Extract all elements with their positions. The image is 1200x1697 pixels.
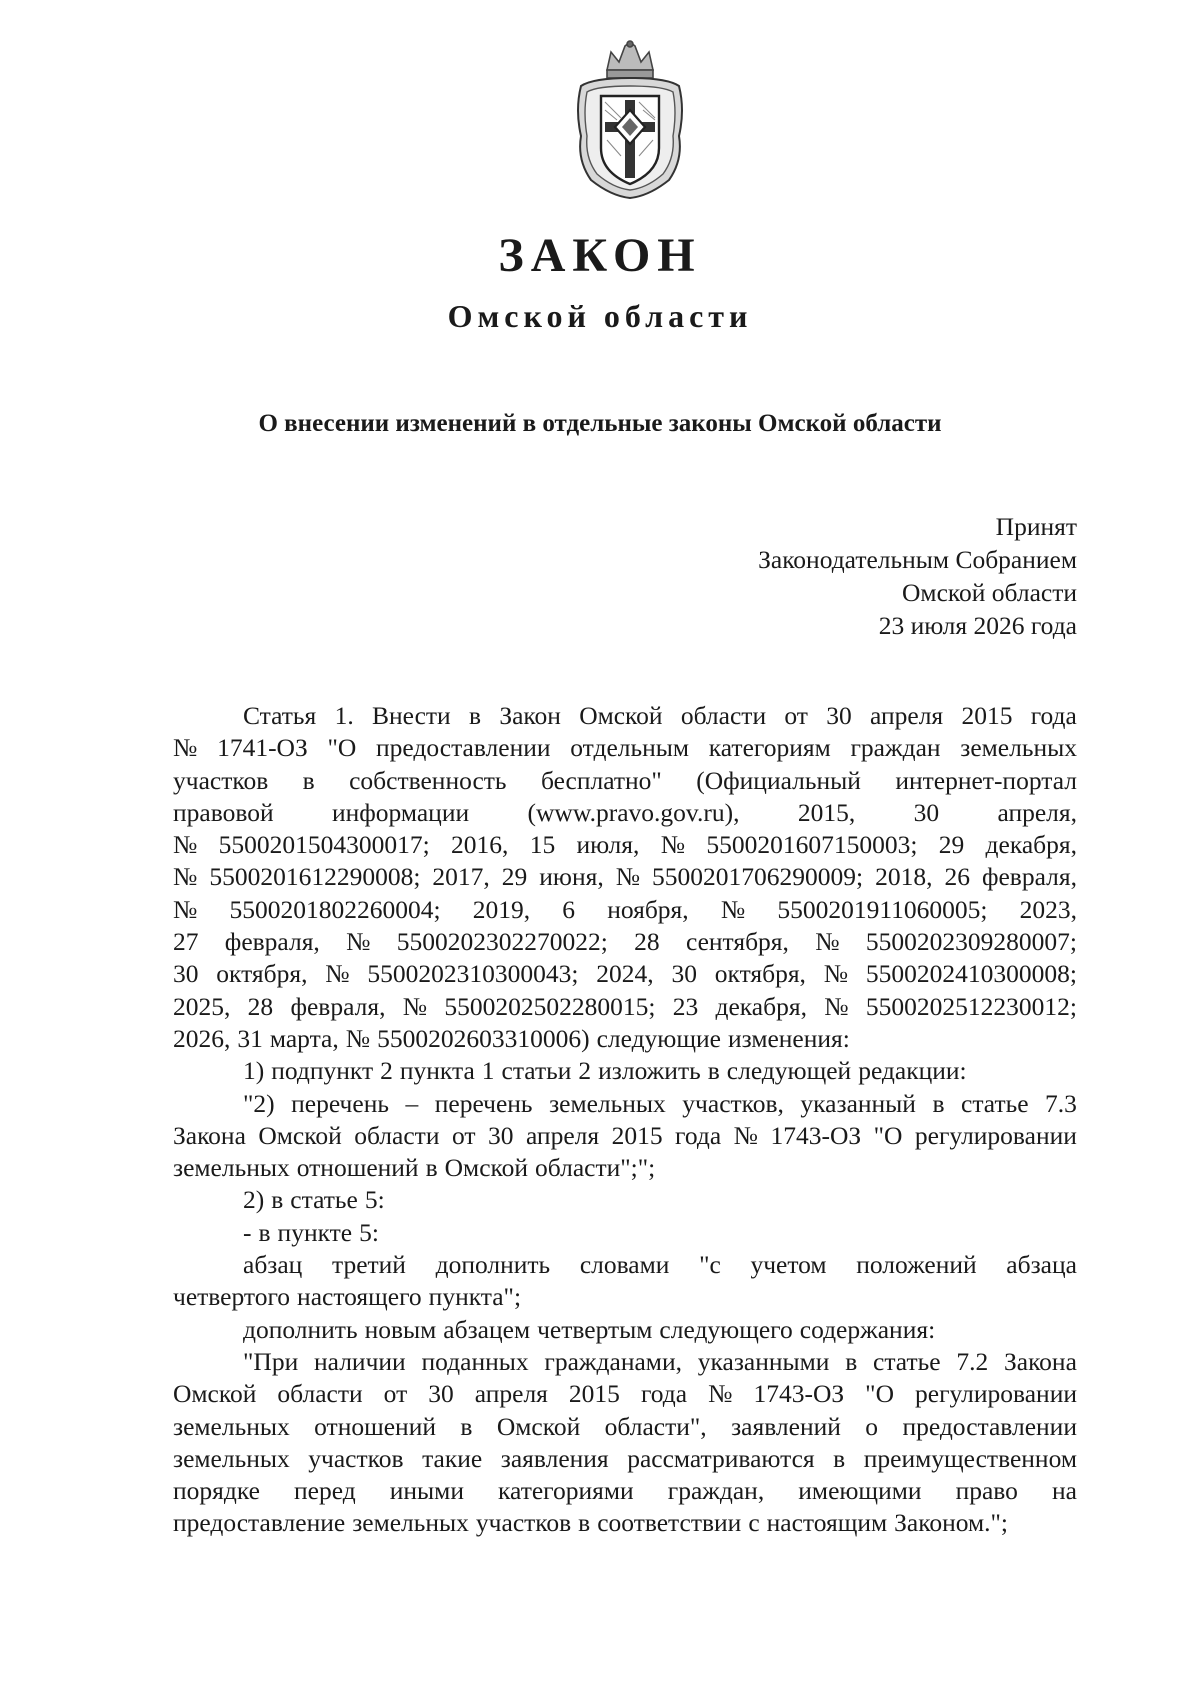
body-word: дополнить bbox=[435, 1250, 551, 1280]
body-word: в bbox=[578, 1508, 591, 1538]
body-word: следующей bbox=[726, 1056, 852, 1086]
body-text-line bbox=[173, 1249, 1077, 1281]
body-word: в bbox=[460, 1411, 473, 1441]
body-text-line bbox=[173, 765, 1077, 797]
body-word: заявлений bbox=[731, 1411, 841, 1441]
body-word: 2017, bbox=[432, 862, 490, 892]
body-word: июня, bbox=[539, 862, 604, 892]
body-word: граждан bbox=[850, 733, 941, 763]
body-word: 2025, bbox=[173, 991, 231, 1021]
body-word: 5500201706290009; bbox=[652, 862, 864, 892]
body-word: следующего bbox=[659, 1314, 793, 1344]
body-word: участков bbox=[173, 765, 269, 795]
body-word: 7.3 bbox=[1045, 1088, 1077, 1118]
body-text-line bbox=[173, 1346, 1077, 1378]
body-word: апреля, bbox=[997, 797, 1077, 827]
body-word: участков bbox=[475, 1508, 572, 1538]
law-body bbox=[173, 700, 1077, 1540]
adoption-block bbox=[758, 510, 1077, 642]
body-word: Омской bbox=[258, 1120, 342, 1150]
body-text-line bbox=[173, 732, 1077, 764]
body-text-line bbox=[173, 1217, 1077, 1249]
body-word: 28 bbox=[634, 927, 660, 957]
body-word: информации bbox=[331, 797, 470, 827]
body-word: Статья bbox=[243, 701, 317, 730]
body-word: 5500202310300043; bbox=[367, 959, 579, 989]
adoption-date: 23 июля 2026 года bbox=[878, 611, 1077, 640]
body-word: иными bbox=[389, 1476, 464, 1506]
body-word: статье bbox=[961, 1088, 1029, 1118]
body-word: 5500202410300008; bbox=[865, 959, 1077, 989]
body-word: Внести bbox=[371, 701, 451, 730]
body-word: области bbox=[277, 1379, 363, 1409]
body-text-line bbox=[173, 1378, 1077, 1410]
body-word: абзацем bbox=[443, 1314, 531, 1344]
body-text-line bbox=[173, 1184, 1077, 1216]
body-word: следующие bbox=[596, 1023, 721, 1053]
body-word: 2015 bbox=[961, 701, 1013, 730]
body-text-line bbox=[173, 829, 1077, 861]
body-word: 30 bbox=[671, 959, 697, 989]
body-word: поданных bbox=[421, 1346, 529, 1376]
adoption-line: Законодательным Собранием bbox=[758, 545, 1077, 574]
body-word: Омской bbox=[496, 1411, 581, 1441]
body-word: 28 bbox=[247, 991, 274, 1021]
body-word: области bbox=[680, 701, 767, 730]
body-word: 5500202512230012; bbox=[865, 991, 1077, 1021]
body-word: абзац bbox=[243, 1250, 303, 1280]
body-word: 2024, bbox=[596, 959, 654, 989]
body-word: № bbox=[733, 1120, 758, 1150]
body-word: в bbox=[833, 1443, 846, 1473]
body-text-line bbox=[173, 1120, 1077, 1152]
body-word: 30 bbox=[173, 959, 199, 989]
body-word: сентября, bbox=[685, 927, 789, 957]
body-text-line bbox=[173, 1475, 1077, 1507]
body-word: года bbox=[640, 1379, 688, 1409]
body-word: отношений bbox=[314, 1411, 436, 1441]
body-word: 7.2 bbox=[956, 1346, 989, 1376]
body-word: предоставлении bbox=[902, 1411, 1077, 1441]
body-word: (www.pravo.gov.ru), bbox=[527, 797, 740, 827]
body-word: № bbox=[173, 894, 198, 924]
body-word: земельных bbox=[352, 1508, 469, 1538]
body-word: бесплатно" bbox=[540, 765, 662, 795]
body-word: 1741-ОЗ bbox=[217, 733, 308, 763]
body-word: земельных bbox=[960, 733, 1077, 763]
body-word: имеющими bbox=[798, 1476, 922, 1506]
body-text-line bbox=[173, 861, 1077, 893]
body-word: в bbox=[271, 1185, 284, 1215]
body-text-line bbox=[173, 1152, 1077, 1184]
body-word: № bbox=[815, 927, 840, 957]
adoption-line: Принят bbox=[995, 512, 1077, 541]
body-word: декабря, bbox=[715, 991, 807, 1021]
body-word: 30 bbox=[826, 701, 852, 730]
body-word: 2015 bbox=[611, 1120, 663, 1150]
body-word: 2023, bbox=[1019, 894, 1077, 924]
body-text-line bbox=[173, 1314, 1077, 1346]
body-word: № bbox=[345, 1023, 371, 1053]
body-word: 29 bbox=[501, 862, 528, 892]
body-word: апреля bbox=[474, 1379, 548, 1409]
body-text-line bbox=[173, 991, 1077, 1023]
law-subject: О внесении изменений в отдельные законы Омской области bbox=[258, 410, 942, 437]
body-word: № bbox=[823, 959, 849, 989]
body-word: 5500201607150003; bbox=[706, 830, 918, 860]
body-word: 5500201504300017; bbox=[218, 830, 430, 860]
body-text-line bbox=[173, 1055, 1077, 1087]
body-word: октября, bbox=[714, 959, 806, 989]
body-word: от bbox=[383, 1379, 408, 1409]
body-word: соответствии bbox=[597, 1508, 742, 1538]
body-word: Закон bbox=[499, 701, 561, 730]
body-word: № bbox=[660, 830, 686, 860]
body-word: 30 bbox=[487, 1120, 514, 1150]
body-word: указанный bbox=[800, 1088, 916, 1118]
body-word: 1) bbox=[243, 1056, 265, 1086]
body-word: "с bbox=[699, 1250, 721, 1280]
body-word: 1743-ОЗ bbox=[753, 1379, 845, 1409]
body-word: 2 bbox=[380, 1056, 393, 1086]
body-word: года bbox=[1030, 701, 1077, 730]
body-word: 5500201911060005; bbox=[777, 894, 988, 924]
body-word: "2) bbox=[243, 1088, 275, 1118]
body-text-line bbox=[173, 700, 1077, 732]
body-word: февраля, bbox=[224, 927, 320, 957]
body-word: – bbox=[405, 1088, 419, 1118]
body-word: наличии bbox=[314, 1346, 406, 1376]
body-word: 26 bbox=[944, 862, 970, 892]
body-word: в bbox=[932, 1088, 945, 1118]
body-word: 2015 bbox=[568, 1379, 620, 1409]
body-word: собственность bbox=[349, 765, 507, 795]
body-word: участков, bbox=[682, 1088, 784, 1118]
body-word: 29 bbox=[938, 830, 965, 860]
body-word: новым bbox=[364, 1314, 437, 1344]
body-word: учетом bbox=[750, 1250, 827, 1280]
body-word: 2 bbox=[578, 1056, 592, 1086]
body-word: третий bbox=[331, 1250, 406, 1280]
body-word: земельных bbox=[173, 1443, 290, 1473]
body-word: 2018, bbox=[875, 862, 933, 892]
body-word: 2015, bbox=[797, 797, 856, 827]
body-word: с bbox=[748, 1508, 760, 1538]
body-word: 1. bbox=[334, 701, 354, 730]
body-word: подпункт bbox=[271, 1056, 374, 1086]
body-word: июля, bbox=[576, 830, 640, 860]
body-word: апреля bbox=[870, 701, 944, 730]
body-word: правовой bbox=[173, 797, 274, 827]
body-word: о bbox=[865, 1411, 879, 1441]
body-word: декабря, bbox=[985, 830, 1077, 860]
body-word: статьи bbox=[501, 1056, 572, 1086]
body-word: указанными bbox=[697, 1346, 830, 1376]
body-word: 5500202502280015; bbox=[444, 991, 656, 1021]
body-word: 6 bbox=[562, 894, 576, 924]
body-word: февраля, bbox=[981, 862, 1077, 892]
body-word: Омской bbox=[173, 1379, 257, 1409]
body-word: в bbox=[302, 765, 315, 795]
body-text-line bbox=[173, 1411, 1077, 1443]
body-word: года bbox=[675, 1120, 722, 1150]
body-text-line bbox=[173, 1088, 1077, 1120]
body-word: октября, bbox=[216, 959, 308, 989]
body-word: 5: bbox=[364, 1185, 385, 1215]
body-word: гражданами, bbox=[544, 1346, 682, 1376]
body-word: области", bbox=[604, 1411, 707, 1441]
body-word: предоставлении bbox=[376, 733, 551, 763]
body-word: категориями bbox=[498, 1476, 634, 1506]
body-word: дополнить bbox=[243, 1314, 358, 1344]
body-word: области";"; bbox=[535, 1153, 656, 1183]
body-word: 5500201612290008; bbox=[209, 862, 421, 892]
body-word: № bbox=[615, 862, 641, 892]
body-word: 30 bbox=[428, 1379, 454, 1409]
body-word: перед bbox=[294, 1476, 356, 1506]
body-word: 5500201802260004; bbox=[229, 894, 441, 924]
body-word: в bbox=[425, 1153, 438, 1183]
body-word: категориям bbox=[708, 733, 831, 763]
body-word: февраля, bbox=[290, 991, 386, 1021]
body-word: четвертого bbox=[173, 1282, 291, 1312]
body-word: - bbox=[243, 1217, 252, 1247]
body-word: № bbox=[708, 1379, 733, 1409]
body-word: № bbox=[402, 991, 428, 1021]
body-text-line bbox=[173, 958, 1077, 990]
body-word: интернет-портал bbox=[895, 765, 1077, 795]
body-word: № bbox=[173, 862, 198, 892]
body-word: ноября, bbox=[607, 894, 689, 924]
body-word: 23 bbox=[672, 991, 699, 1021]
body-word: изложить bbox=[598, 1056, 701, 1086]
body-word: "При bbox=[243, 1346, 299, 1376]
body-word: отношений bbox=[296, 1153, 419, 1183]
body-word: 1743-ОЗ bbox=[770, 1120, 862, 1150]
body-word: земельных bbox=[173, 1411, 290, 1441]
body-word: абзаца bbox=[1006, 1250, 1077, 1280]
body-word: "О bbox=[873, 1120, 903, 1150]
body-word: "О bbox=[865, 1379, 894, 1409]
body-text-line bbox=[173, 1281, 1077, 1313]
body-word: 2016, bbox=[451, 830, 509, 860]
body-word: 2019, bbox=[472, 894, 531, 924]
body-word: регулировании bbox=[914, 1120, 1077, 1150]
body-word: 5500202302270022; bbox=[396, 927, 608, 957]
body-word: области bbox=[354, 1120, 440, 1150]
body-text-line bbox=[173, 894, 1077, 926]
body-word: от bbox=[784, 701, 808, 730]
body-word: № bbox=[173, 733, 198, 763]
body-word: такие bbox=[422, 1443, 483, 1473]
body-word: настоящего bbox=[297, 1282, 422, 1312]
body-word: преимущественном bbox=[863, 1443, 1077, 1473]
body-word: 2) bbox=[243, 1185, 265, 1215]
body-word: статье bbox=[873, 1346, 941, 1376]
body-word: на bbox=[1052, 1476, 1077, 1506]
body-word: рассматриваются bbox=[627, 1443, 815, 1473]
body-word: статье bbox=[290, 1185, 358, 1215]
body-word: № bbox=[325, 959, 350, 989]
body-word: предоставление bbox=[173, 1508, 346, 1538]
body-word: земельных bbox=[549, 1088, 666, 1118]
body-word: № bbox=[346, 927, 371, 957]
body-word: "О bbox=[327, 733, 357, 763]
body-word: в bbox=[258, 1217, 271, 1247]
body-text-line bbox=[173, 926, 1077, 958]
law-title: ЗАКОН bbox=[498, 229, 702, 282]
body-text-line bbox=[173, 797, 1077, 829]
body-word: 15 bbox=[529, 830, 556, 860]
body-word: пункта"; bbox=[428, 1282, 522, 1312]
body-word: пункте bbox=[277, 1217, 353, 1247]
body-word: отдельным bbox=[570, 733, 690, 763]
body-word: земельных bbox=[173, 1153, 290, 1183]
body-word: 5500202603310006) bbox=[377, 1023, 590, 1053]
body-word: Закона bbox=[173, 1120, 246, 1150]
body-word: пункта bbox=[399, 1056, 475, 1086]
body-word: от bbox=[451, 1120, 476, 1150]
body-word: № bbox=[173, 830, 198, 860]
body-word: граждан, bbox=[667, 1476, 765, 1506]
law-region: Омской области bbox=[447, 298, 753, 334]
body-word: Законом."; bbox=[894, 1508, 1009, 1538]
body-word: в bbox=[468, 701, 482, 730]
body-word: Омской bbox=[579, 701, 663, 730]
body-word: редакции: bbox=[858, 1056, 967, 1086]
body-word: регулировании bbox=[915, 1379, 1077, 1409]
body-word: № bbox=[824, 991, 849, 1021]
body-word: изменения: bbox=[727, 1023, 850, 1053]
body-text-line bbox=[173, 1507, 1077, 1539]
adoption-line: Омской области bbox=[902, 578, 1077, 607]
body-word: (Официальный bbox=[696, 765, 861, 795]
body-word: четвертым bbox=[537, 1314, 653, 1344]
body-word: заявления bbox=[500, 1443, 609, 1473]
body-word: перечень bbox=[291, 1088, 389, 1118]
body-word: перечень bbox=[434, 1088, 533, 1118]
body-word: 30 bbox=[913, 797, 940, 827]
body-word: 5500202309280007; bbox=[865, 927, 1077, 957]
body-word: 5: bbox=[359, 1217, 379, 1247]
body-word: настоящим bbox=[766, 1508, 888, 1538]
body-word: 1 bbox=[481, 1056, 495, 1086]
body-word: право bbox=[955, 1476, 1018, 1506]
body-word: словами bbox=[579, 1250, 670, 1280]
body-word: марта, bbox=[269, 1023, 339, 1053]
body-word: участков bbox=[308, 1443, 404, 1473]
coat-of-arms-emblem bbox=[567, 40, 693, 200]
body-word: содержания: bbox=[799, 1314, 936, 1344]
body-word: 31 bbox=[237, 1023, 263, 1053]
body-word: 2026, bbox=[173, 1023, 231, 1053]
body-text-line bbox=[173, 1023, 1077, 1055]
body-text-line bbox=[173, 1443, 1077, 1475]
body-word: порядке bbox=[173, 1476, 260, 1506]
body-word: № bbox=[720, 894, 746, 924]
body-word: апреля bbox=[525, 1120, 600, 1150]
body-word: Закона bbox=[1004, 1346, 1077, 1376]
body-word: в bbox=[845, 1346, 858, 1376]
body-word: Омской bbox=[444, 1153, 529, 1183]
body-word: в bbox=[707, 1056, 720, 1086]
body-word: 27 bbox=[173, 927, 199, 957]
body-word: положений bbox=[856, 1250, 977, 1280]
